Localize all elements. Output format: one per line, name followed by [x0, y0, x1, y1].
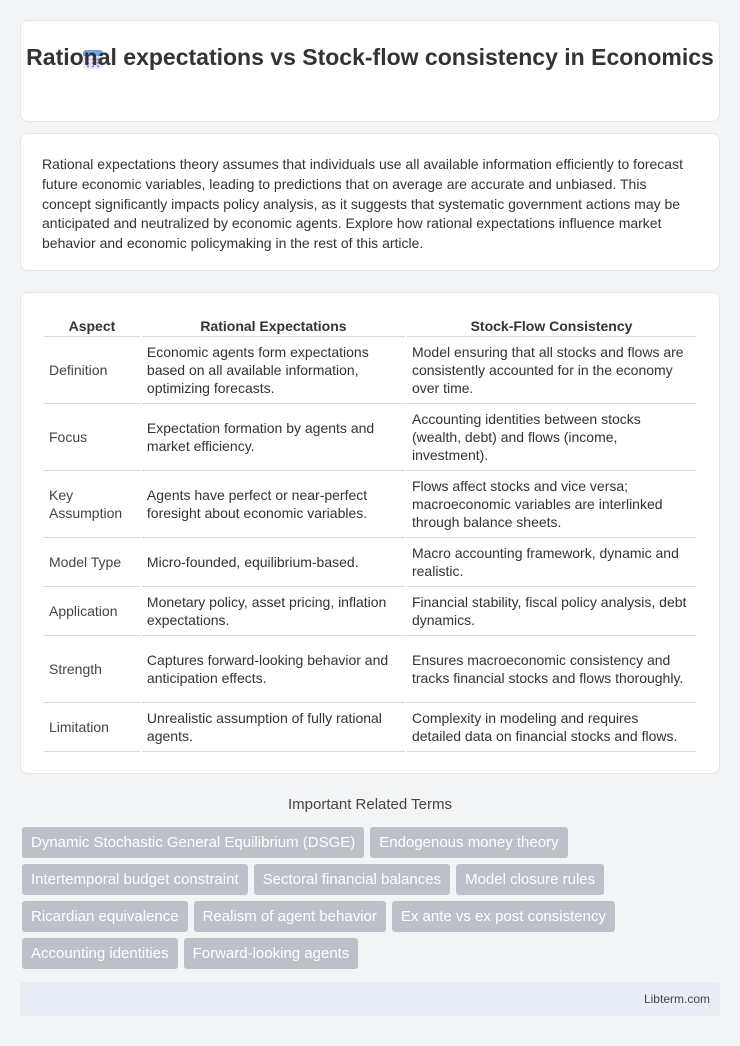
comparison-table: [42, 315, 698, 752]
related-term-tag[interactable]: Realism of agent behavior: [194, 901, 386, 932]
stock-flow-cell: Ensures macroeconomic consistency and tracks financial stocks and flows thoroughly.: [407, 636, 696, 703]
comparison-card: [20, 292, 720, 774]
footer: [20, 982, 720, 1016]
header-aspect: Aspect: [44, 315, 140, 337]
related-term-tag[interactable]: Dynamic Stochastic General Equilibrium (DSGE): [22, 827, 364, 858]
related-term-tag[interactable]: Endogenous money theory: [370, 827, 567, 858]
table-row: [44, 636, 696, 703]
aspect-cell: Model Type: [44, 538, 140, 587]
table-row: [44, 703, 696, 752]
aspect-cell: Limitation: [44, 703, 140, 752]
related-term-tag[interactable]: Sectoral financial balances: [254, 864, 450, 895]
related-term-tag[interactable]: Forward-looking agents: [184, 938, 359, 969]
table-row: [44, 471, 696, 538]
header-stock-flow-consistency: Stock-Flow Consistency: [407, 315, 696, 337]
stock-flow-cell: Flows affect stocks and vice versa; macroeconomic variables are interlinked through balance sheets.: [407, 471, 696, 538]
table-row: [44, 587, 696, 636]
table-row: [44, 337, 696, 404]
rational-expectations-cell: Captures forward-looking behavior and anticipation effects.: [142, 636, 405, 703]
rational-expectations-cell: Micro-founded, equilibrium-based.: [142, 538, 405, 587]
related-term-tag[interactable]: Intertemporal budget constraint: [22, 864, 248, 895]
related-term-tag[interactable]: Model closure rules: [456, 864, 604, 895]
rational-expectations-cell: Economic agents form expectations based on all available information, optimizing forecasts.: [142, 337, 405, 404]
table-row: [44, 538, 696, 587]
related-term-tag[interactable]: Accounting identities: [22, 938, 178, 969]
rational-expectations-cell: Expectation formation by agents and market efficiency.: [142, 404, 405, 471]
aspect-cell: Strength: [44, 636, 140, 703]
related-terms-list: [22, 827, 722, 975]
footer-site-link[interactable]: Libterm.com: [643, 992, 710, 1006]
related-terms-title: Important Related Terms: [288, 796, 452, 813]
table-row: [44, 404, 696, 471]
stock-flow-cell: Complexity in modeling and requires detailed data on financial stocks and flows.: [407, 703, 696, 752]
stock-flow-cell: Macro accounting framework, dynamic and realistic.: [407, 538, 696, 587]
rational-expectations-cell: Unrealistic assumption of fully rational agents.: [142, 703, 405, 752]
aspect-cell: Application: [44, 587, 140, 636]
stock-flow-cell: Model ensuring that all stocks and flows are consistently accounted for in the economy over time.: [407, 337, 696, 404]
stock-flow-cell: Financial stability, fiscal policy analysis, debt dynamics.: [407, 587, 696, 636]
aspect-cell: Focus: [44, 404, 140, 471]
related-term-tag[interactable]: Ricardian equivalence: [22, 901, 188, 932]
rational-expectations-cell: Monetary policy, asset pricing, inflation expectations.: [142, 587, 405, 636]
intro-text: Rational expectations theory assumes that individuals use all available information efficiently to forecast future economic variables, leading to predictions that on average are accurate and unbiased. This concept significantly impacts policy analysis, as it suggests that systematic government actions may be anticipated and neutralized by economic agents. Explore how rational expectations influence market behavior and economic policymaking in the rest of this article.: [42, 156, 683, 252]
rational-expectations-cell: Agents have perfect or near-perfect foresight about economic variables.: [142, 471, 405, 538]
table-header-row: [44, 315, 696, 337]
header-rational-expectations: Rational Expectations: [142, 315, 405, 337]
aspect-cell: Key Assumption: [44, 471, 140, 538]
aspect-cell: Definition: [44, 337, 140, 404]
stock-flow-cell: Accounting identities between stocks (wealth, debt) and flows (income, investment).: [407, 404, 696, 471]
page-title: Rational expectations vs Stock-flow consistency in Economics: [26, 44, 714, 70]
intro-card: [20, 133, 720, 271]
related-term-tag[interactable]: Ex ante vs ex post consistency: [392, 901, 615, 932]
header-card: [20, 20, 720, 122]
